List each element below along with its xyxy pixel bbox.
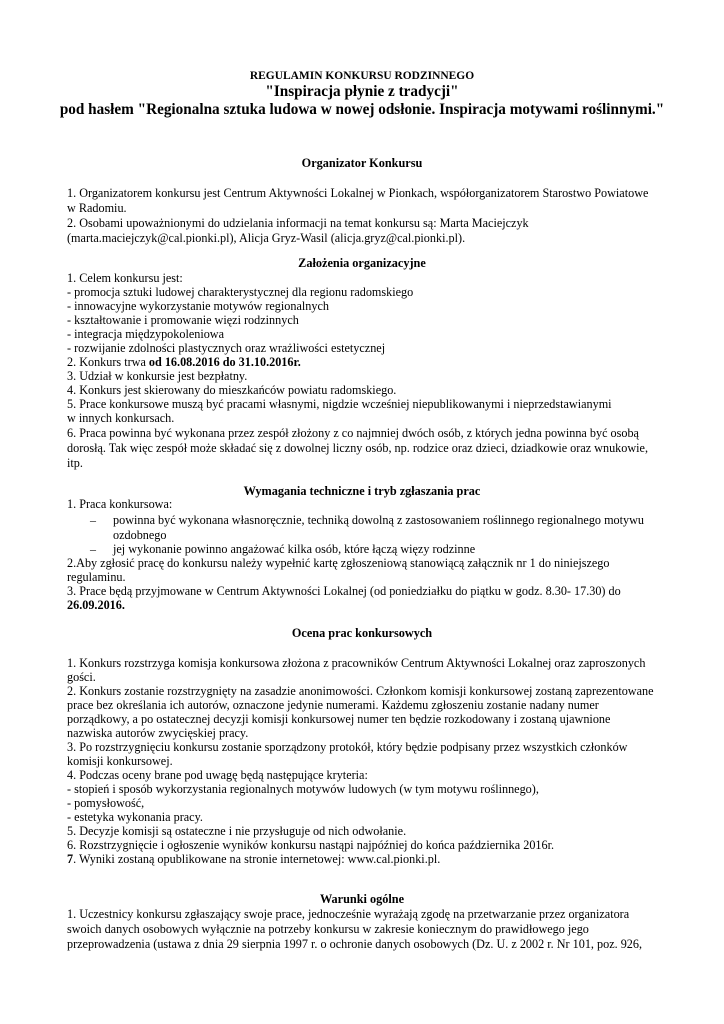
paragraph-line: komisji konkursowej. — [67, 754, 173, 768]
results-publication-text: . Wyniki zostaną opublikowane na stronie internetowej: www.cal.pionki.pl. — [73, 852, 441, 866]
list-item: - innowacyjne wykorzystanie motywów regionalnych — [67, 299, 329, 313]
list-item: - kształtowanie i promowanie więzi rodzinnych — [67, 313, 299, 327]
paragraph-line: swoich danych osobowych wyłącznie na potrzeby konkursu w zakresie koniecznym do prawidłowego jego — [67, 922, 589, 936]
contest-duration — [67, 355, 301, 369]
contest-name: "Inspiracja płynie z tradycji" — [265, 83, 459, 100]
paragraph-line: 4. Konkurs jest skierowany do mieszkańców powiatu radomskiego. — [67, 383, 397, 397]
paragraph-line: 3. Prace będą przyjmowane w Centrum Aktywności Lokalnej (od poniedziałku do piątku w godz. 8.30- 17.30) do — [67, 584, 621, 598]
paragraph-line: porządkowy, a po ostatecznej decyzji komisji konkursowej numer ten będzie rozkodowany i zostaną ujawnione — [67, 712, 611, 726]
paragraph-line: przeprowadzenia (ustawa z dnia 29 sierpnia 1997 r. o ochronie danych osobowych (Dz. U. z 2002 r. Nr 101, poz. 926, — [67, 937, 643, 951]
paragraph-line: 4. Podczas oceny brane pod uwagę będą następujące kryteria: — [67, 768, 368, 782]
list-item: - estetyka wykonania pracy. — [67, 810, 203, 824]
paragraph-line: 3. Udział w konkursie jest bezpłatny. — [67, 369, 248, 383]
dash-bullet-icon: – — [90, 542, 96, 556]
list-item: - rozwijanie zdolności plastycznych oraz wrażliwości estetycznej — [67, 341, 386, 355]
list-item: - stopień i sposób wykorzystania regionalnych motywów ludowych (w tym motywu roślinnego), — [67, 782, 539, 796]
paragraph-line: 6. Rozstrzygnięcie i ogłoszenie wyników konkursu nastąpi najpóźniej do końca października 2016r. — [67, 838, 555, 852]
paragraph-line: 6. Praca powinna być wykonana przez zespół złożony z co najmniej dwóch osób, z których jedna powinna być osobą — [67, 426, 639, 440]
paragraph-line: 2.Aby zgłosić pracę do konkursu należy wypełnić kartę zgłoszeniową stanowiącą załącznik nr 1 do niniejszego — [67, 556, 610, 570]
paragraph-line: regulaminu. — [67, 570, 126, 584]
paragraph-line: nazwiska autorów zwycięskiej pracy. — [67, 726, 249, 740]
paragraph-line: 2. Osobami upoważnionymi do udzielania informacji na temat konkursu są: Marta Maciejczyk — [67, 216, 529, 230]
section-heading-assumptions: Założenia organizacyjne — [298, 256, 426, 270]
list-item: - promocja sztuki ludowej charakterystycznej dla regionu radomskiego — [67, 285, 414, 299]
paragraph-line: w Radomiu. — [67, 201, 127, 215]
dash-bullet-icon: – — [90, 513, 96, 527]
submission-deadline: 26.09.2016. — [67, 598, 125, 612]
section-heading-requirements: Wymagania techniczne i tryb zgłaszania prac — [243, 484, 481, 498]
list-item: ozdobnego — [113, 528, 167, 542]
paragraph-line: prace bez określania ich autorów, oznaczone jedynie numerami. Każdemu zgłoszeniu zostanie nadany numer — [67, 698, 599, 712]
paragraph-line: 1. Celem konkursu jest: — [67, 271, 183, 285]
paragraph-line: dorosłą. Tak więc zespół może składać się z dowolnej liczny osób, np. rodzice oraz dzieci, dziadkowie oraz wnukowie, — [67, 441, 649, 455]
regulation-title: REGULAMIN KONKURSU RODZINNEGO — [249, 69, 475, 82]
list-item: - integracja międzypokoleniowa — [67, 327, 225, 341]
paragraph-line: 1. Uczestnicy konkursu zgłaszający swoje prace, jednocześnie wyrażają zgodę na przetwarzanie przez organizatora — [67, 907, 630, 921]
paragraph-line: 2. Konkurs zostanie rozstrzygnięty na zasadzie anonimowości. Członkom komisji konkursowej zostaną zaprezentowane — [67, 684, 654, 698]
list-item: powinna być wykonana własnoręcznie, techniką dowolną z zastosowaniem roślinnego regionalnego motywu — [113, 513, 645, 527]
paragraph-line: 1. Organizatorem konkursu jest Centrum Aktywności Lokalnej w Pionkach, współorganizatorem Starostwo Powiatowe — [67, 186, 649, 200]
paragraph-line: 5. Prace konkursowe muszą być pracami własnymi, nigdzie wcześniej niepublikowanymi i nieprzedstawianymi — [67, 397, 612, 411]
section-heading-general-terms: Warunki ogólne — [319, 892, 405, 906]
paragraph-line: (marta.maciejczyk@cal.pionki.pl), Alicja Gryz-Wasil (alicja.gryz@cal.pionki.pl). — [67, 231, 466, 245]
contest-duration-label: 2. Konkurs trwa — [67, 355, 149, 369]
section-heading-organizer: Organizator Konkursu — [301, 156, 423, 170]
paragraph-line: 1. Konkurs rozstrzyga komisja konkursowa złożona z pracowników Centrum Aktywności Lokalnej oraz zaproszonych — [67, 656, 646, 670]
paragraph-line: w innych konkursach. — [67, 411, 175, 425]
paragraph-line: 1. Praca konkursowa: — [67, 497, 173, 511]
item-number: 7 — [67, 852, 74, 866]
paragraph-line: itp. — [67, 456, 83, 470]
list-item: - pomysłowość, — [67, 796, 145, 810]
contest-duration-dates: od 16.08.2016 do 31.10.2016r. — [148, 355, 301, 369]
results-publication — [67, 852, 440, 866]
paragraph-line: gości. — [67, 670, 96, 684]
list-item: jej wykonanie powinno angażować kilka osób, które łączą więzy rodzinne — [113, 542, 476, 556]
paragraph-line: 3. Po rozstrzygnięciu konkursu zostanie sporządzony protokół, który będzie podpisany przez wszystkich członków — [67, 740, 628, 754]
section-heading-evaluation: Ocena prac konkursowych — [291, 626, 433, 640]
contest-slogan: pod hasłem "Regionalna sztuka ludowa w nowej odsłonie. Inspiracja motywami roślinnymi." — [59, 101, 665, 118]
paragraph-line: 5. Decyzje komisji są ostateczne i nie przysługuje od nich odwołanie. — [67, 824, 407, 838]
